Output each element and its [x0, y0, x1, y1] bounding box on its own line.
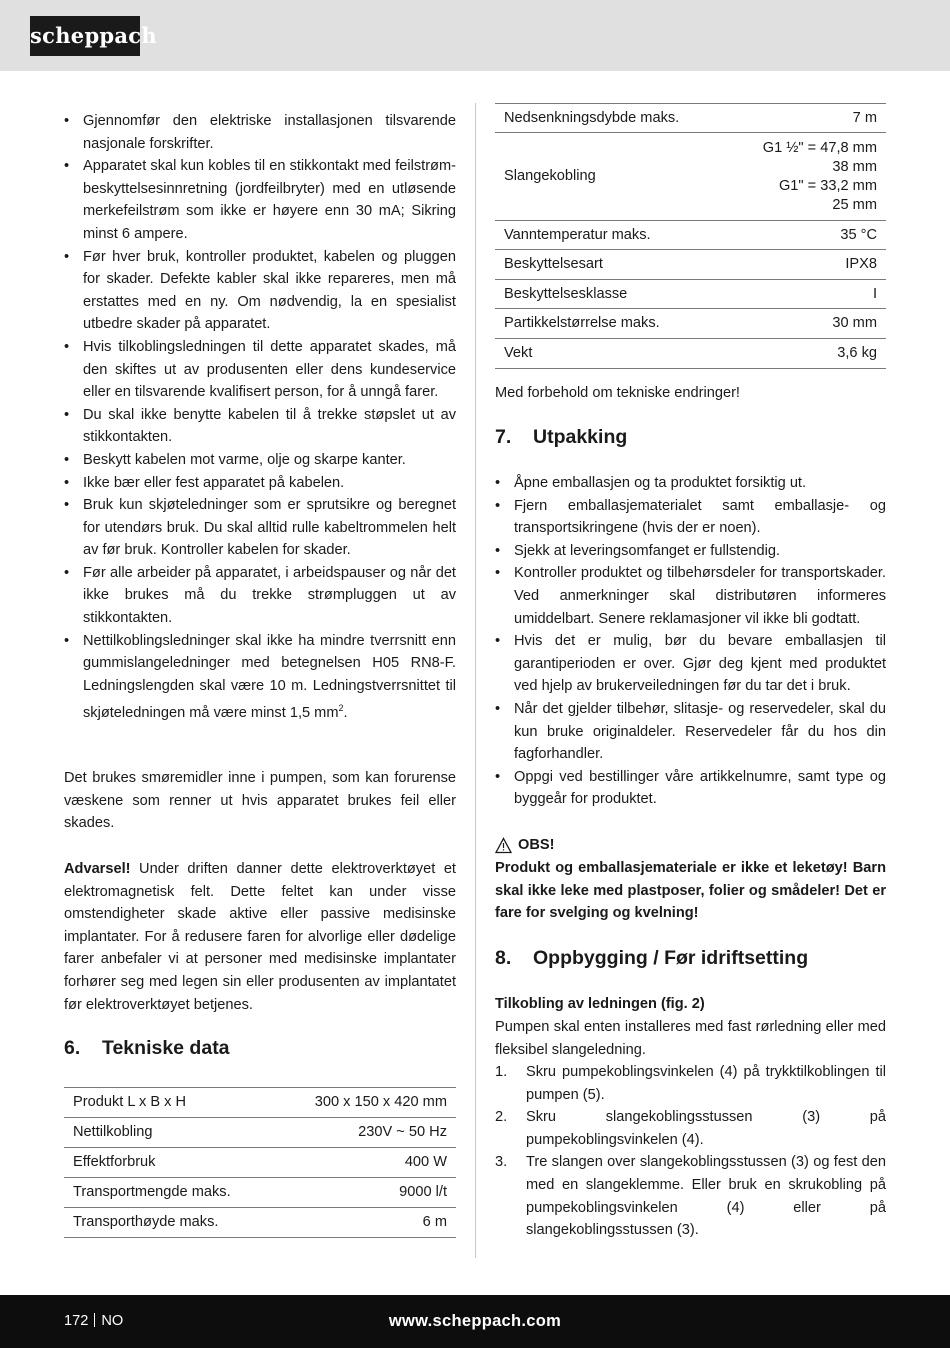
- table-cell-label: Beskyttelsesklasse: [495, 280, 727, 309]
- table-cell-value: 300 x 150 x 420 mm: [275, 1088, 456, 1118]
- table-cell-label: Effektforbruk: [64, 1148, 275, 1178]
- table-cell-label: Nedsenkningsdybde maks.: [495, 104, 727, 133]
- step-text: Tre slangen over slangekoblingsstussen (3) og fest den med en slangeklemme. Eller bruk en skrukobling på pumpekoblingsvinkelen (4) eller på slangekoblingsstussen (3).: [526, 1154, 886, 1239]
- list-item: [495, 1061, 886, 1106]
- table-cell-value: 6 m: [275, 1208, 456, 1238]
- section-number: 7.: [495, 426, 512, 448]
- table-row: [64, 1178, 456, 1208]
- table-cell-value: 400 W: [275, 1148, 456, 1178]
- table-cell-label: Partikkelstørrelse maks.: [495, 309, 727, 339]
- website-link[interactable]: www.scheppach.com: [388, 1312, 562, 1330]
- column-divider: [475, 103, 476, 1258]
- table-cell-value: G1 ½" = 47,8 mm 38 mm G1" = 33,2 mm 25 mm: [727, 133, 886, 221]
- section-title: Tekniske data: [102, 1037, 230, 1059]
- table-cell-value: 30 mm: [727, 309, 886, 339]
- table-row: [495, 309, 886, 339]
- table-row: [495, 280, 886, 309]
- connection-intro: Pumpen skal enten installeres med fast rørledning eller med fleksibel slangeledning.: [495, 1019, 886, 1058]
- table-row: [64, 1118, 456, 1148]
- table-cell-value: 35 °C: [727, 221, 886, 250]
- list-item: • Oppgi ved bestillinger våre artikkelnumre, samt type og byggeår for produktet.: [495, 766, 886, 811]
- step-number: 2.: [495, 1109, 508, 1126]
- table-cell-value: IPX8: [727, 250, 886, 280]
- tech-data-table-left: [64, 1087, 456, 1238]
- step-text: Skru pumpekoblingsvinkelen (4) på trykktilkoblingen til pumpen (5).: [526, 1064, 886, 1103]
- list-item: • Før hver bruk, kontroller produktet, kabelen og pluggen for skader. Defekte kabler skal ikke repareres, men må erstattes med en ny. Om nødvendig, la en spesialist utbedre skader på apparatet.: [64, 246, 456, 336]
- table-cell-value: 7 m: [727, 104, 886, 133]
- list-item: • Du skal ikke benytte kabelen til å trekke støpslet ut av stikkontakten.: [64, 404, 456, 449]
- list-item: • Gjennomfør den elektriske installasjonen tilsvarende nasjonale forskrifter.: [64, 110, 456, 155]
- tech-data-table-right: [495, 103, 886, 369]
- section-title: Utpakking: [533, 426, 628, 448]
- language-code: NO: [101, 1313, 124, 1329]
- section-7-heading: [495, 425, 886, 449]
- table-row: [64, 1088, 456, 1118]
- section-number: 8.: [495, 947, 512, 969]
- table-row: [495, 133, 886, 221]
- table-row: [495, 250, 886, 280]
- table-cell-label: Nettilkobling: [64, 1118, 275, 1148]
- step-number: 3.: [495, 1154, 508, 1171]
- warning-text: Under driften danner dette elektroverktøyet et elektromagnetisk felt. Dette feltet kan under visse omstendigheter skade aktive eller passive medisinske implantater. For å redusere faren for alvorlige eller dødelige farer anbefaler vi at personer med medisinske implantater forhører seg med legen sin eller produsenten av implantatet før elektroverktøyet betjenes.: [64, 861, 456, 1013]
- unpacking-bullet-list: [495, 472, 886, 811]
- table-cell-label: Beskyttelsesart: [495, 250, 727, 280]
- list-item: • Bruk kun skjøteledninger som er sprutsikre og beregnet for utendørs bruk. Du skal alltid rulle kabeltrommelen helt av før bruk. Kontroller kabelen for skader.: [64, 494, 456, 562]
- lubricant-paragraph: Det brukes smøremidler inne i pumpen, som kan forurense væskene som renner ut hvis apparatet brukes feil eller skades.: [64, 770, 456, 832]
- connection-subheading: Tilkobling av ledningen (fig. 2): [495, 996, 705, 1012]
- warning-paragraph: [64, 858, 456, 1016]
- scheppach-logo: scheppach: [30, 16, 140, 56]
- obs-heading: [495, 834, 886, 857]
- section-number: 6.: [64, 1037, 81, 1059]
- superscript: 2: [338, 703, 344, 714]
- step-text: Skru slangekoblingsstussen (3) på pumpekoblingsvinkelen (4).: [526, 1109, 886, 1148]
- list-item: • Sjekk at leveringsomfanget er fullstendig.: [495, 540, 886, 563]
- table-cell-value: I: [727, 280, 886, 309]
- list-item: • Kontroller produktet og tilbehørsdeler for transportskader. Ved anmerkninger skal distributøren informeres umiddelbart. Senere reklamasjoner vil ikke bli godtatt.: [495, 562, 886, 630]
- connection-steps-list: [495, 1061, 886, 1242]
- table-cell-label: Transportmengde maks.: [64, 1178, 275, 1208]
- list-item: [64, 630, 456, 725]
- warning-label: Advarsel!: [64, 861, 131, 877]
- section-title: Oppbygging / Før idriftsetting: [533, 947, 809, 969]
- table-cell-label: Produkt L x B x H: [64, 1088, 275, 1118]
- section-6-heading: [64, 1036, 456, 1060]
- obs-title: OBS!: [518, 837, 555, 853]
- page-header: [0, 0, 950, 71]
- table-cell-label: Slangekobling: [495, 133, 727, 221]
- table-cell-value: 3,6 kg: [727, 339, 886, 369]
- step-number: 1.: [495, 1064, 508, 1080]
- list-item: • Beskytt kabelen mot varme, olje og skarpe kanter.: [64, 449, 456, 472]
- table-row: [495, 339, 886, 369]
- table-row: [64, 1148, 456, 1178]
- list-item: • Ikke bær eller fest apparatet på kabelen.: [64, 472, 456, 495]
- table-cell-value: 230V ~ 50 Hz: [275, 1118, 456, 1148]
- list-item: • Fjern emballasjematerialet samt emballasje- og transportsikringene (hvis der er noen).: [495, 495, 886, 540]
- safety-bullet-list: [64, 110, 456, 725]
- page-number-value: 172: [64, 1313, 89, 1329]
- reservation-note: Med forbehold om tekniske endringer!: [495, 385, 740, 401]
- list-item: [495, 1151, 886, 1241]
- table-cell-value: 9000 l/t: [275, 1178, 456, 1208]
- table-cell-label: Vanntemperatur maks.: [495, 221, 727, 250]
- section-8-heading: [495, 946, 886, 970]
- list-item: • Før alle arbeider på apparatet, i arbeidspauser og når det ikke brukes må du trekke strømpluggen ut av stikkontakten.: [64, 562, 456, 630]
- list-item: • Hvis tilkoblingsledningen til dette apparatet skades, må den skiftes ut av produsenten eller dens kundeservice eller en tilsvarende kvalifisert person, for å unngå farer.: [64, 336, 456, 404]
- table-row: [64, 1208, 456, 1238]
- list-item: [495, 1106, 886, 1151]
- list-item-end: .: [343, 705, 348, 722]
- table-row: [495, 221, 886, 250]
- table-row: [495, 104, 886, 133]
- list-item: • Apparatet skal kun kobles til en stikkontakt med feilstrøm-beskyttelsesinnretning (jordfeilbryter) med en utløsende merkefeilstrøm som ikke er høyere enn 30 mA; Sikring minst 6 ampere.: [64, 155, 456, 245]
- obs-text: Produkt og emballasjemateriale er ikke et leketøy! Barn skal ikke leke med plastposer, folier og smådeler! Det er fare for svelging og kvelning!: [495, 860, 886, 922]
- page-footer: [0, 1295, 950, 1348]
- table-cell-label: Vekt: [495, 339, 727, 369]
- table-cell-label: Transporthøyde maks.: [64, 1208, 275, 1238]
- list-item: • Når det gjelder tilbehør, slitasje- og reservedeler, skal du kun bruke originaldeler. Reservedeler får du hos din fagforhandler.: [495, 698, 886, 766]
- list-item: • Hvis det er mulig, bør du bevare emballasjen til garantiperioden er over. Gjør deg kjent med produktet ved hjelp av brukerveiledningen før du tar det i bruk.: [495, 630, 886, 698]
- list-item: • Åpne emballasjen og ta produktet forsiktig ut.: [495, 472, 886, 495]
- list-item-text: Nettilkoblingsledninger skal ikke ha mindre tverrsnitt enn gummislangeledninger med betegnelsen H05 RN8-F. Ledningslengden skal være 10 m. Ledningstverrsnittet til skjøteledningen må være minst 1,5 mm: [83, 632, 456, 722]
- warning-triangle-icon: [495, 837, 512, 854]
